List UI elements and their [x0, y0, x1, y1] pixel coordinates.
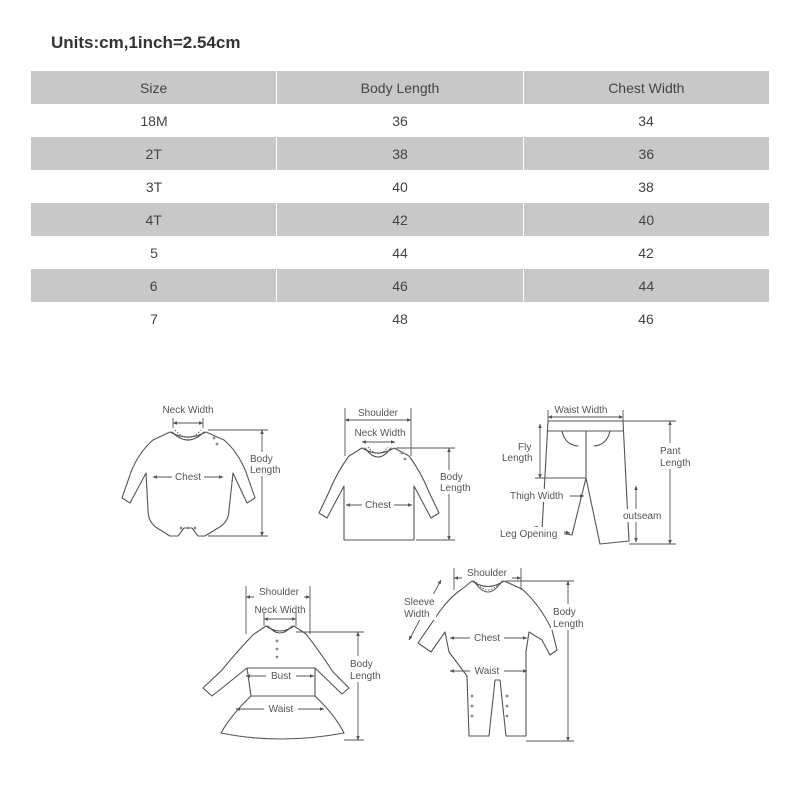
table-row	[31, 269, 769, 302]
pants-outseam-label: outseam	[623, 511, 662, 522]
pants-pant-label: Pant	[660, 446, 681, 457]
top-neck-width-label: Neck Width	[354, 428, 406, 439]
table-row	[31, 137, 769, 170]
cell-body-length: 42	[276, 203, 522, 236]
pants-thigh-width-label: Thigh Width	[510, 491, 564, 502]
pants-pant-length-label: Length	[660, 458, 691, 469]
cell-body-length: 48	[392, 310, 408, 327]
bodysuit-chest-label: Chest	[174, 472, 202, 483]
cell-chest-width: 42	[638, 244, 654, 261]
bodysuit-diagram	[122, 405, 284, 536]
header-size: Size	[140, 79, 168, 96]
cell-body-length: 46	[276, 269, 522, 302]
measurement-diagrams	[0, 390, 800, 760]
table-row	[31, 203, 769, 236]
top-diagram	[319, 406, 474, 540]
romper-width-label: Width	[404, 609, 430, 620]
bodysuit-neck-width-label: Neck Width	[162, 405, 214, 416]
dress-bust-label: Bust	[270, 671, 292, 682]
cell-chest-width: 34	[638, 112, 654, 129]
top-length-label: Length	[440, 483, 471, 494]
table-row	[31, 302, 769, 335]
cell-chest-width: 38	[638, 178, 654, 195]
dress-waist-label: Waist	[268, 704, 294, 715]
cell-size: 6	[149, 277, 158, 294]
top-chest-label: Chest	[364, 500, 392, 511]
cell-size: 5	[150, 244, 158, 261]
romper-shoulder-label: Shoulder	[466, 568, 508, 579]
header-chest-width: Chest Width	[523, 71, 769, 104]
romper-sleeve-label: Sleeve	[404, 597, 435, 608]
cell-size: 4T	[145, 211, 162, 228]
table-row	[31, 236, 769, 269]
cell-size: 3T	[145, 178, 163, 195]
size-chart-table	[31, 71, 769, 335]
table-header-row	[31, 71, 769, 104]
romper-waist-label: Waist	[474, 666, 500, 677]
romper-body-label: Body	[553, 607, 576, 618]
units-label: Units:cm,1inch=2.54cm	[51, 33, 241, 52]
cell-size: 7	[150, 310, 158, 327]
top-body-label: Body	[440, 472, 463, 483]
cell-size: 2T	[145, 145, 162, 162]
top-shoulder-label: Shoulder	[357, 408, 399, 419]
pants-fly-label: Fly	[518, 442, 532, 453]
header-body-length: Body Length	[276, 71, 522, 104]
diagrams-svg	[0, 390, 800, 760]
table-row	[31, 170, 769, 203]
table-row	[31, 104, 769, 137]
dress-length-label: Length	[350, 671, 381, 682]
bodysuit-length-label: Length	[250, 465, 281, 476]
cell-body-length: 36	[392, 112, 408, 129]
cell-body-length: 44	[392, 244, 408, 261]
pants-diagram	[498, 405, 698, 544]
romper-diagram	[402, 566, 591, 741]
pants-leg-opening-label: Leg Opening	[500, 529, 558, 540]
dress-diagram	[203, 585, 386, 740]
cell-chest-width: 36	[523, 137, 769, 170]
pants-fly-length-label: Length	[502, 453, 533, 464]
cell-size: 18M	[140, 112, 168, 129]
dress-neck-width-label: Neck Width	[254, 605, 306, 616]
pants-waist-width-label: Waist Width	[554, 405, 608, 416]
cell-chest-width: 40	[523, 203, 769, 236]
cell-chest-width: 44	[523, 269, 769, 302]
cell-chest-width: 46	[638, 310, 654, 327]
cell-body-length: 40	[392, 178, 408, 195]
romper-length-label: Length	[553, 619, 584, 630]
cell-body-length: 38	[276, 137, 522, 170]
dress-body-label: Body	[350, 659, 373, 670]
bodysuit-body-label: Body	[250, 454, 273, 465]
dress-shoulder-label: Shoulder	[258, 587, 300, 598]
romper-chest-label: Chest	[473, 633, 501, 644]
